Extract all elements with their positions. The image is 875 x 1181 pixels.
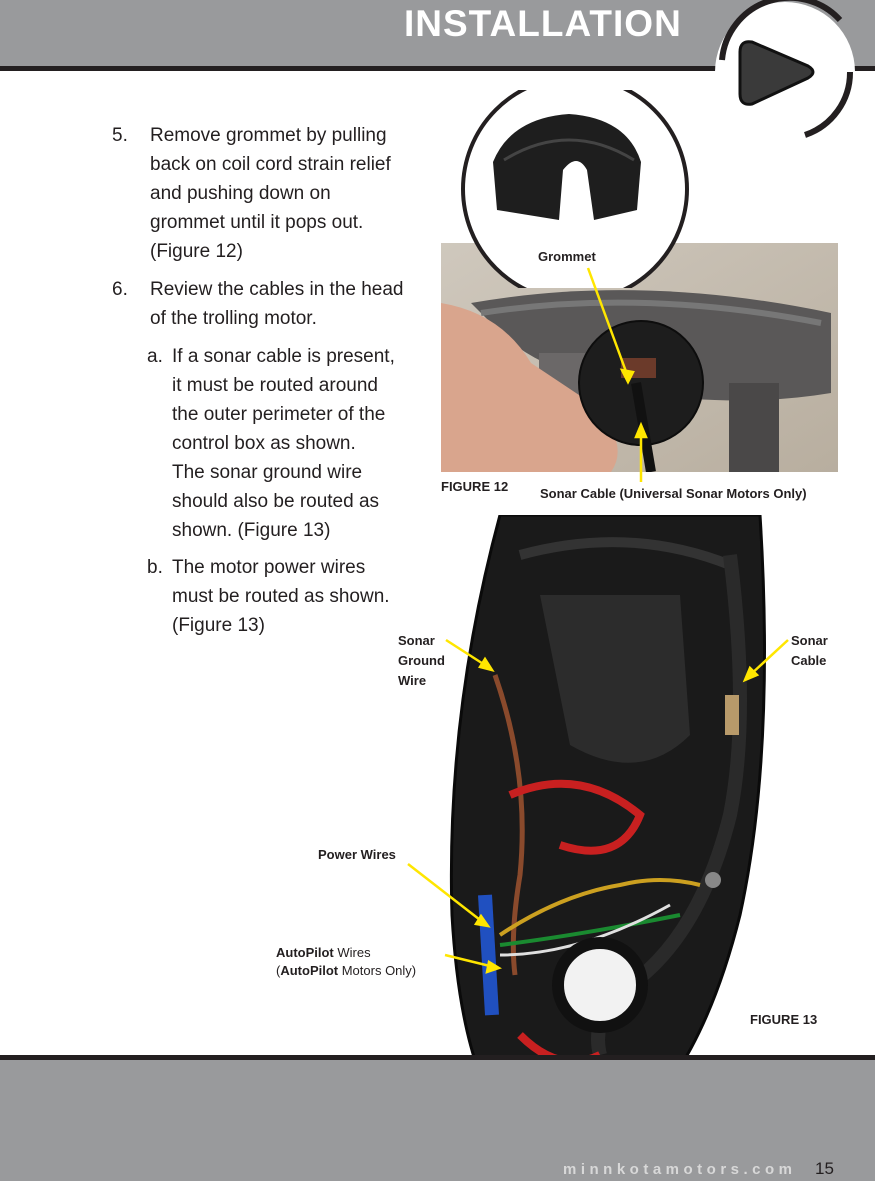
sonar-cable-label-fig13: Sonar Cable xyxy=(791,633,828,668)
sonar-ground-wire-label: Sonar Ground Wire xyxy=(398,633,445,688)
sonar-cable-label-fig12: Sonar Cable (Universal Sonar Motors Only) xyxy=(540,486,807,501)
page-number: 15 xyxy=(815,1159,834,1178)
figure-13-label: FIGURE 13 xyxy=(750,1012,818,1027)
footer-rule xyxy=(0,1055,875,1060)
figure-12-label: FIGURE 12 xyxy=(441,479,509,494)
grommet-label: Grommet xyxy=(538,249,596,264)
footer-url: minnkotamotors.com xyxy=(563,1161,797,1178)
power-wires-label: Power Wires xyxy=(318,847,396,862)
autopilot-wires-label: AutoPilot Wires (AutoPilot Motors Only) xyxy=(276,945,417,978)
page-title: INSTALLATION xyxy=(404,3,682,44)
